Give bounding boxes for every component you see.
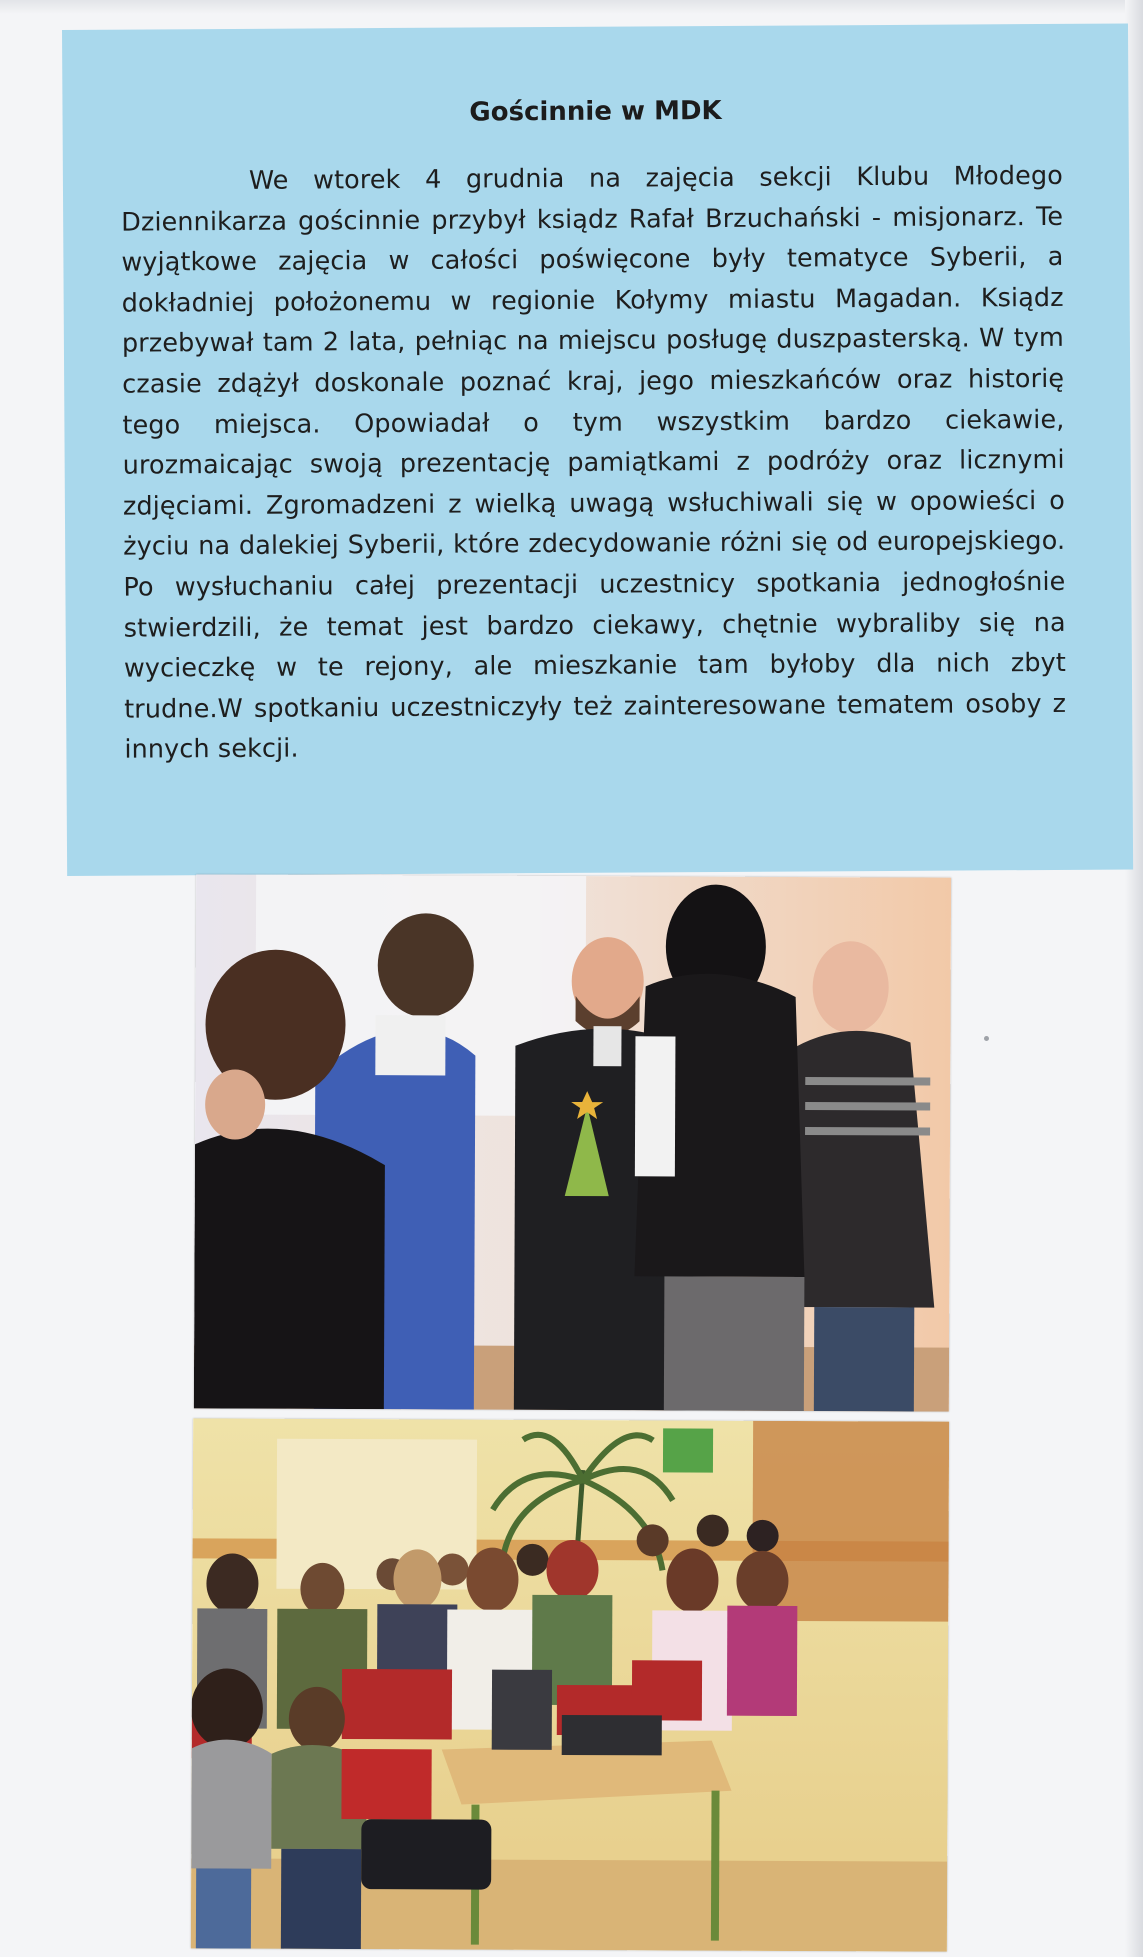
scan-dust-dot bbox=[984, 1036, 989, 1041]
photo-priest-illustration bbox=[194, 874, 951, 1411]
page-top-shadow bbox=[0, 0, 1143, 14]
photo-priest-with-students bbox=[194, 874, 951, 1411]
article-title: Gościnnie w MDK bbox=[469, 95, 722, 128]
article-body: We wtorek 4 grudnia na zajęcia sekcji Klubu Młodego Dziennikarza gościnnie przybył ksiądz Rafał Brzuchański - misjonarz. Te wyjątkowe zajęcia w całości poświęcone były tematyce Syberii, a dokładniej położonemu w regionie Kołymy miastu Magadan. Ksiądz przebywał tam 2 lata, pełniąc na miejscu posługę duszpasterską. W tym czasie zdążył doskonale poznać kraj, jego mieszkańców oraz historię tego miejsca. Opowiadał o tym wszystkim bardzo ciekawie, urozmaicając swoją prezentację pamiątkami z podróży oraz licznymi zdjęciami. Zgromadzeni z wielką uwagą wsłuchiwali się w opowieści o życiu na dalekiej Syberii, które zdecydowanie różni się od europejskiego. Po wysłuchaniu całej prezentacji uczestnicy spotkania jednogłośnie stwierdzili, że temat jest bardzo ciekawy, chętnie wybraliby się na wycieczkę w te rejony, ale mieszkanie tam byłoby dla nich zbyt trudne.W spotkaniu uczestniczyły też zainteresowane tematem osoby z innych sekcji. bbox=[121, 160, 1067, 765]
photo-audience-in-classroom bbox=[191, 1418, 949, 1951]
article-box bbox=[62, 23, 1133, 875]
photo-audience-illustration bbox=[191, 1418, 949, 1951]
